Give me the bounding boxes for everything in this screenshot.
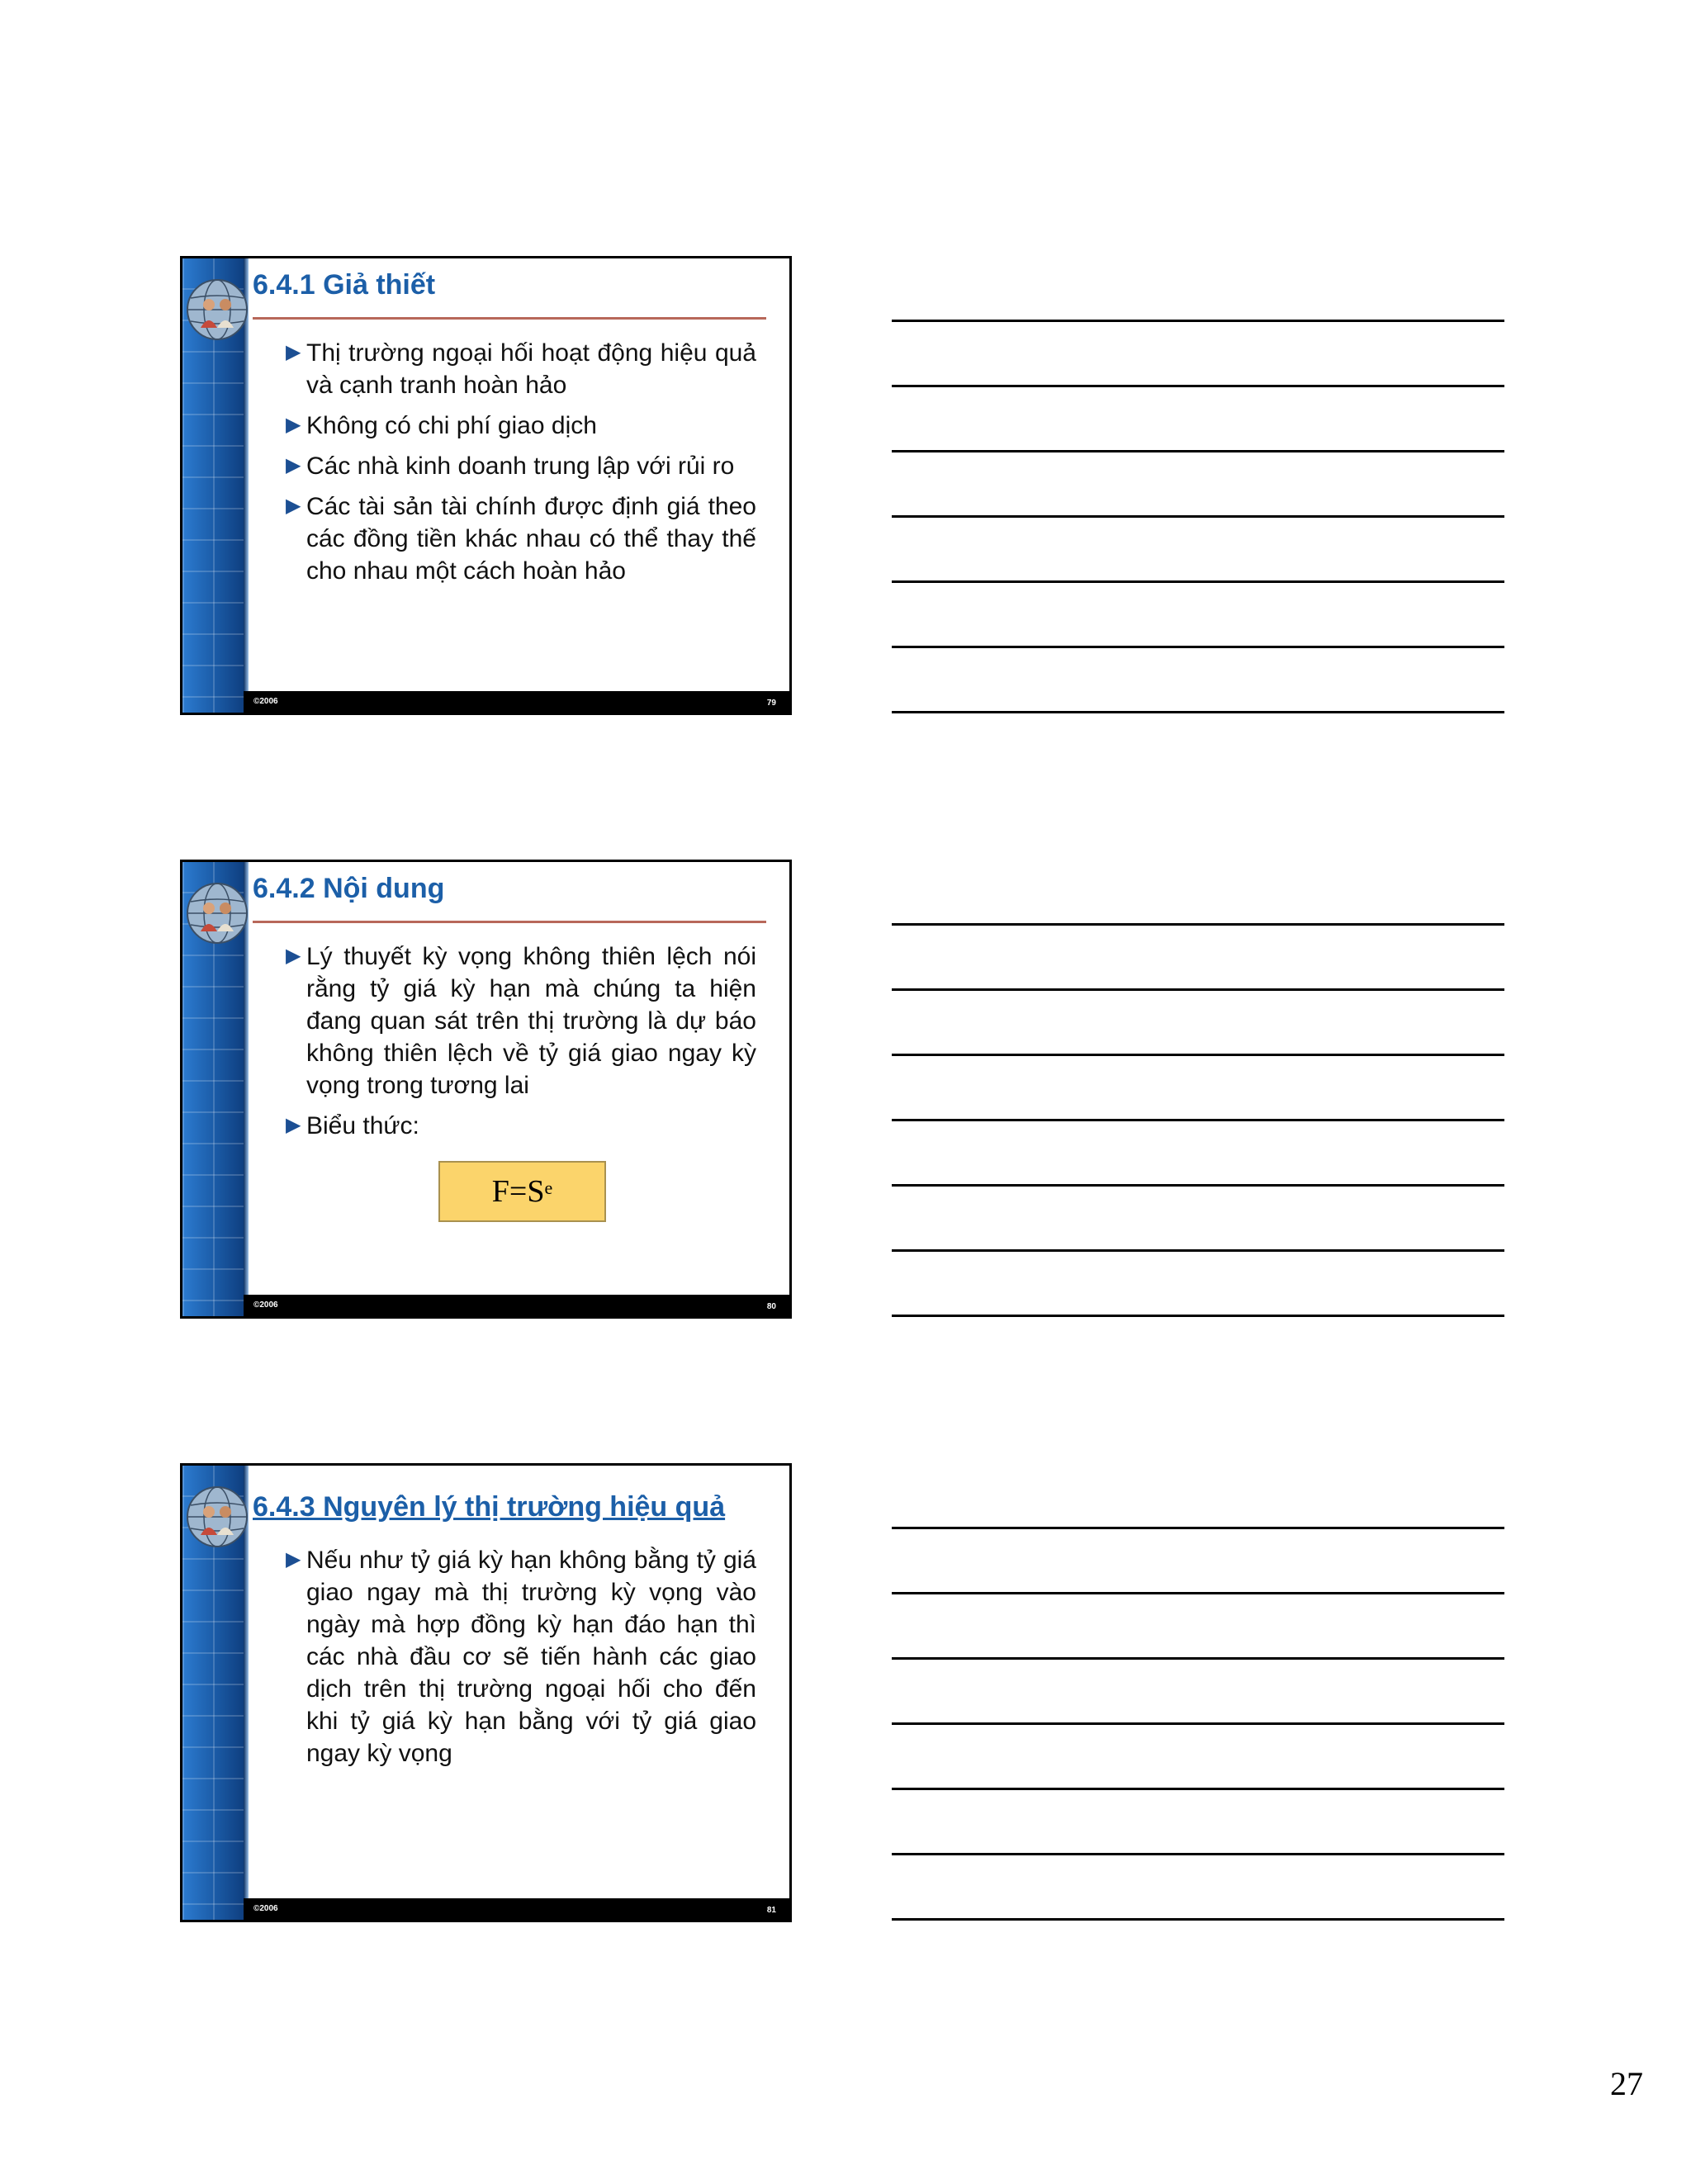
slide-number: 80 — [766, 1302, 776, 1311]
bullet-list — [286, 940, 756, 1150]
note-line — [892, 1119, 1504, 1121]
bullet-item: ▶ Lý thuyết kỳ vọng không thiên lệch nói rằng tỷ giá kỳ hạn mà chúng ta hiện đang quan sát trên thị trường là dự báo không thiên lệch về tỷ giá giao ngay kỳ vọng trong tương lai — [286, 943, 756, 1099]
note-line — [892, 580, 1504, 583]
formula-base: F=S — [491, 1174, 545, 1209]
slide-title: 6.4.1 Giả thiết — [253, 269, 436, 301]
note-line — [892, 1657, 1504, 1660]
title-rule — [253, 921, 766, 923]
note-line — [892, 1788, 1504, 1790]
bullet-list — [286, 337, 756, 595]
note-line — [892, 711, 1504, 713]
globe-people-icon — [184, 277, 250, 343]
globe-people-icon — [184, 880, 250, 946]
note-line — [892, 515, 1504, 518]
note-line — [892, 1722, 1504, 1725]
slide-footer — [244, 691, 789, 713]
note-line — [892, 1054, 1504, 1056]
footer-copyright: ©2006 — [253, 697, 278, 706]
bullet-item: ▶ Không có chi phí giao dịch — [286, 412, 597, 439]
bullet-item: ▶ Các nhà kinh doanh trung lập với rủi ro — [286, 452, 735, 480]
note-line — [892, 923, 1504, 926]
footer-copyright: ©2006 — [253, 1300, 278, 1310]
note-line — [892, 385, 1504, 387]
bullet-item: ▶ Thị trường ngoại hối hoạt động hiệu quả và cạnh tranh hoàn hảo — [286, 339, 756, 399]
note-line — [892, 1249, 1504, 1252]
triangle-right-icon: ▶ — [286, 414, 301, 436]
slide-number: 81 — [766, 1906, 776, 1915]
note-line — [892, 646, 1504, 648]
triangle-right-icon: ▶ — [286, 341, 301, 363]
slide-81 — [180, 1463, 792, 1922]
note-line — [892, 1315, 1504, 1317]
slide-number: 79 — [766, 699, 776, 708]
bullet-item: ▶ Biểu thức: — [286, 1112, 419, 1139]
triangle-right-icon: ▶ — [286, 1114, 301, 1136]
slide-title: 6.4.2 Nội dung — [253, 873, 445, 904]
triangle-right-icon: ▶ — [286, 1548, 301, 1570]
slide-79 — [180, 256, 792, 715]
note-line — [892, 988, 1504, 991]
formula-box — [438, 1161, 606, 1222]
slide-title: 6.4.3 Nguyên lý thị trường hiệu quả — [253, 1491, 726, 1523]
title-rule — [253, 317, 766, 320]
globe-people-icon — [184, 1484, 250, 1550]
triangle-right-icon: ▶ — [286, 495, 301, 517]
bullet-list — [286, 1544, 756, 1778]
note-line — [892, 1527, 1504, 1529]
triangle-right-icon: ▶ — [286, 945, 301, 967]
note-line — [892, 1853, 1504, 1855]
note-line — [892, 1184, 1504, 1187]
slide-80 — [180, 860, 792, 1319]
note-line — [892, 1592, 1504, 1594]
note-line — [892, 1918, 1504, 1921]
slide-footer — [244, 1295, 789, 1316]
formula-superscript: e — [544, 1177, 553, 1198]
bullet-item: ▶ Nếu như tỷ giá kỳ hạn không bằng tỷ giá giao ngay mà thị trường kỳ vọng vào ngày mà hợp đồng kỳ hạn đáo hạn thì các nhà đầu cơ sẽ tiến hành các giao dịch trên thị trường ngoại hối cho đến khi tỷ giá kỳ hạn bằng với tỷ giá giao ngay kỳ vọng — [286, 1547, 756, 1767]
note-line — [892, 320, 1504, 322]
note-line — [892, 450, 1504, 452]
page-number: 27 — [1610, 2065, 1643, 2102]
bullet-item: ▶ Các tài sản tài chính được định giá theo các đồng tiền khác nhau có thể thay thế cho nhau một cách hoàn hảo — [286, 493, 756, 585]
footer-copyright: ©2006 — [253, 1904, 278, 1913]
slide-footer — [244, 1898, 789, 1920]
triangle-right-icon: ▶ — [286, 454, 301, 476]
